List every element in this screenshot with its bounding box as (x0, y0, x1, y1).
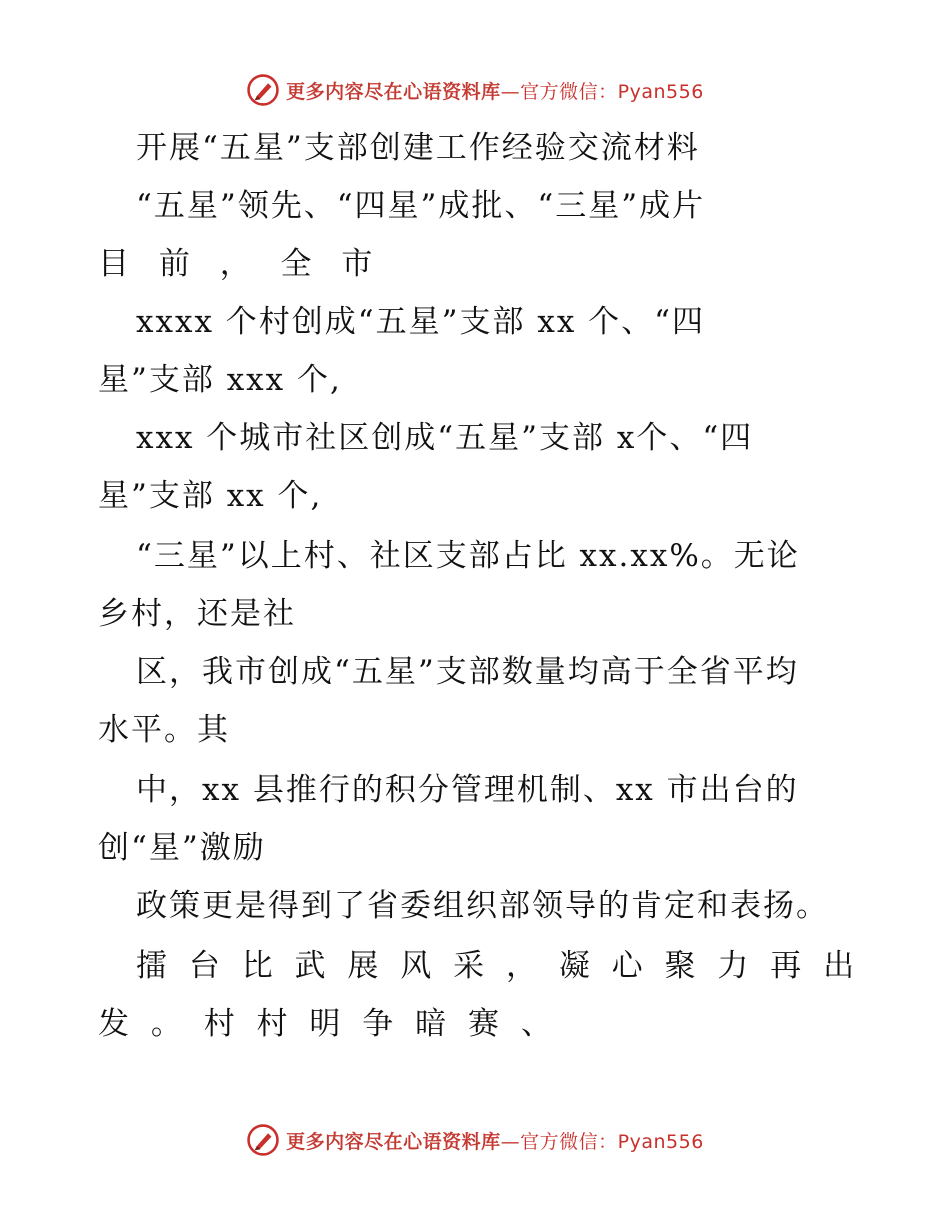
header-watermark-site: 更多内容尽在心语资料库 (286, 80, 501, 103)
paragraph-line: 创“星”激励 (98, 830, 266, 866)
document-subtitle: “五星”领先、“四星”成批、“三星”成片 (136, 188, 706, 224)
paragraph-line: 擂 台 比 武 展 风 采 ， 凝 心 聚 力 再 出 (136, 948, 861, 984)
document-title: 开展“五星”支部创建工作经验交流材料 (136, 130, 700, 166)
header-watermark-separator: — (500, 80, 521, 103)
paragraph-line: 星”支部 xx 个, (98, 478, 323, 514)
paragraph-line: 目 前 ， 全 市 (98, 246, 383, 282)
header-watermark-contact: 官方微信：Pyan556 (520, 80, 704, 103)
paragraph-line: 区，我市创成“五星”支部数量均高于全省平均 (136, 654, 799, 690)
paragraph-line: 水平。其 (98, 712, 230, 748)
paragraph-line: 发 。 村 村 明 争 暗 赛 、 (98, 1006, 558, 1042)
footer-watermark (0, 1120, 950, 1160)
paragraph-line: xxx 个城市社区创成“五星”支部 x个、“四 (136, 420, 754, 456)
pen-logo-icon (246, 1123, 280, 1157)
paragraph-line: 政策更是得到了省委组织部领导的肯定和表扬。 (136, 888, 829, 924)
header-watermark (0, 70, 950, 110)
paragraph-line: “三星”以上村、社区支部占比 xx.xx%。无论 (136, 538, 800, 574)
footer-watermark-separator: — (500, 1130, 521, 1153)
paragraph-line: xxxx 个村创成“五星”支部 xx 个、“四 (136, 304, 706, 340)
paragraph-line: 乡村，还是社 (98, 596, 296, 632)
paragraph-line: 中，xx 县推行的积分管理机制、xx 市出台的 (136, 772, 799, 808)
pen-logo-icon (246, 73, 280, 107)
paragraph-line: 星”支部 xxx 个, (98, 362, 342, 398)
footer-watermark-contact: 官方微信：Pyan556 (520, 1130, 704, 1153)
footer-watermark-site: 更多内容尽在心语资料库 (286, 1130, 501, 1153)
